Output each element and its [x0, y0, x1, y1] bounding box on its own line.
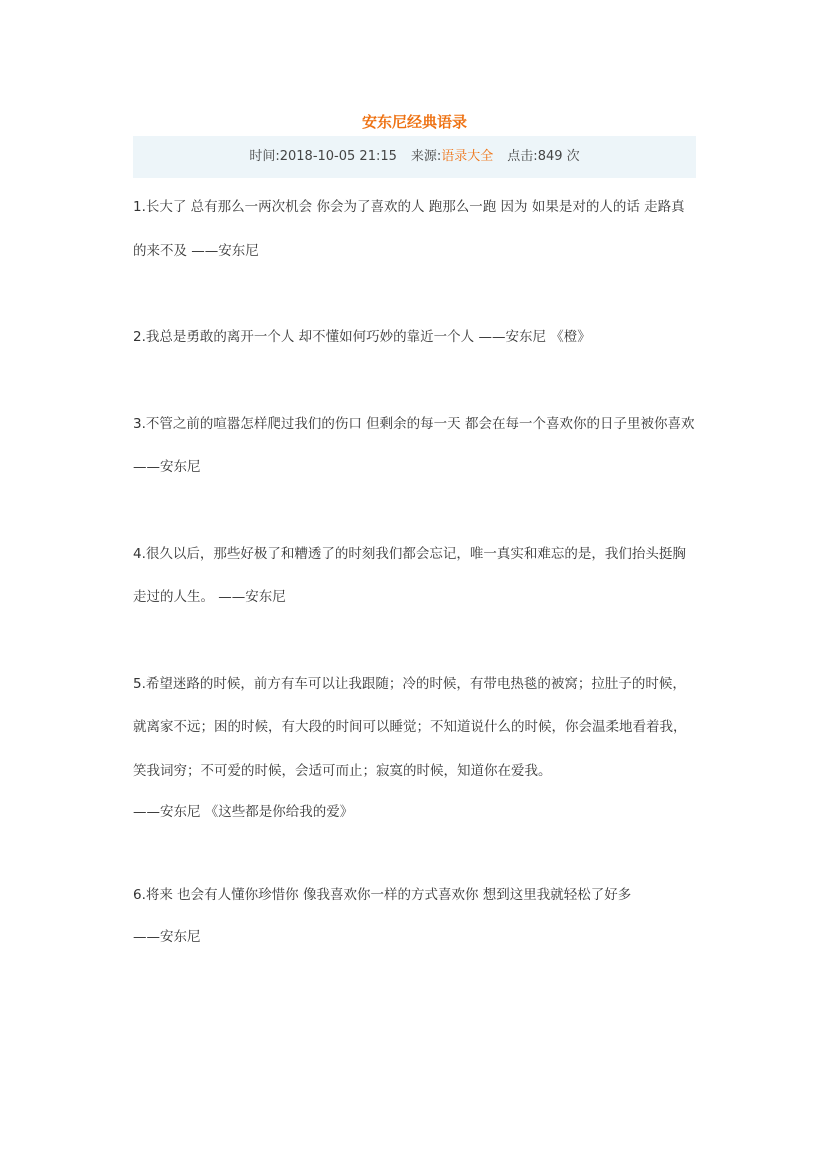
- quote-author: ——安东尼 《这些都是你给我的爱》: [133, 804, 354, 820]
- quote-text: 4.很久以后，那些好极了和糟透了的时刻我们都会忘记，唯一真实和难忘的是，我们抬头挺胸走过的人生。 ——安东尼: [133, 545, 686, 605]
- quote-6: [133, 874, 696, 956]
- article-meta: [133, 136, 696, 178]
- quote-1: [133, 186, 696, 273]
- source-link[interactable]: 语录大全: [441, 149, 494, 164]
- quote-text: 2.我总是勇敢的离开一个人 却不懂如何巧妙的靠近一个人 ——安东尼 《橙》: [133, 329, 591, 345]
- time-label: 时间:: [249, 149, 280, 164]
- article: [133, 108, 696, 999]
- quote-2: [133, 316, 696, 360]
- source-label: 来源:: [410, 149, 442, 164]
- quote-text: 3.不管之前的喧嚣怎样爬过我们的伤口 但剩余的每一天 都会在每一个喜欢你的日子里被你喜欢 ——安东尼: [133, 415, 695, 475]
- time-value: 2018-10-05 21:15: [279, 149, 397, 164]
- article-title: 安东尼经典语录: [361, 113, 467, 131]
- quote-author: ——安东尼: [133, 928, 201, 945]
- clicks-label: 点击:: [507, 149, 538, 164]
- clicks-value: 849 次: [537, 149, 580, 164]
- quote-5: [133, 663, 696, 832]
- quote-text: 6.将来 也会有人懂你珍惜你 像我喜欢你一样的方式喜欢你 想到这里我就轻松了好多: [133, 887, 632, 903]
- quote-text: 1.长大了 总有那么一两次机会 你会为了喜欢的人 跑那么一跑 因为 如果是对的人的话 走路真的来不及 ——安东尼: [133, 199, 685, 259]
- quote-4: [133, 533, 696, 620]
- quote-3: [133, 403, 696, 490]
- quote-text: 5.希望迷路的时候，前方有车可以让我跟随；冷的时候，有带电热毯的被窝；拉肚子的时候，就离家不远；困的时候，有大段的时间可以睡觉；不知道说什么的时候，你会温柔地看着我，笑我词穷；不可爱的时候，会适可而止；寂寞的时候，知道你在爱我。: [133, 675, 687, 779]
- article-content: [133, 186, 696, 956]
